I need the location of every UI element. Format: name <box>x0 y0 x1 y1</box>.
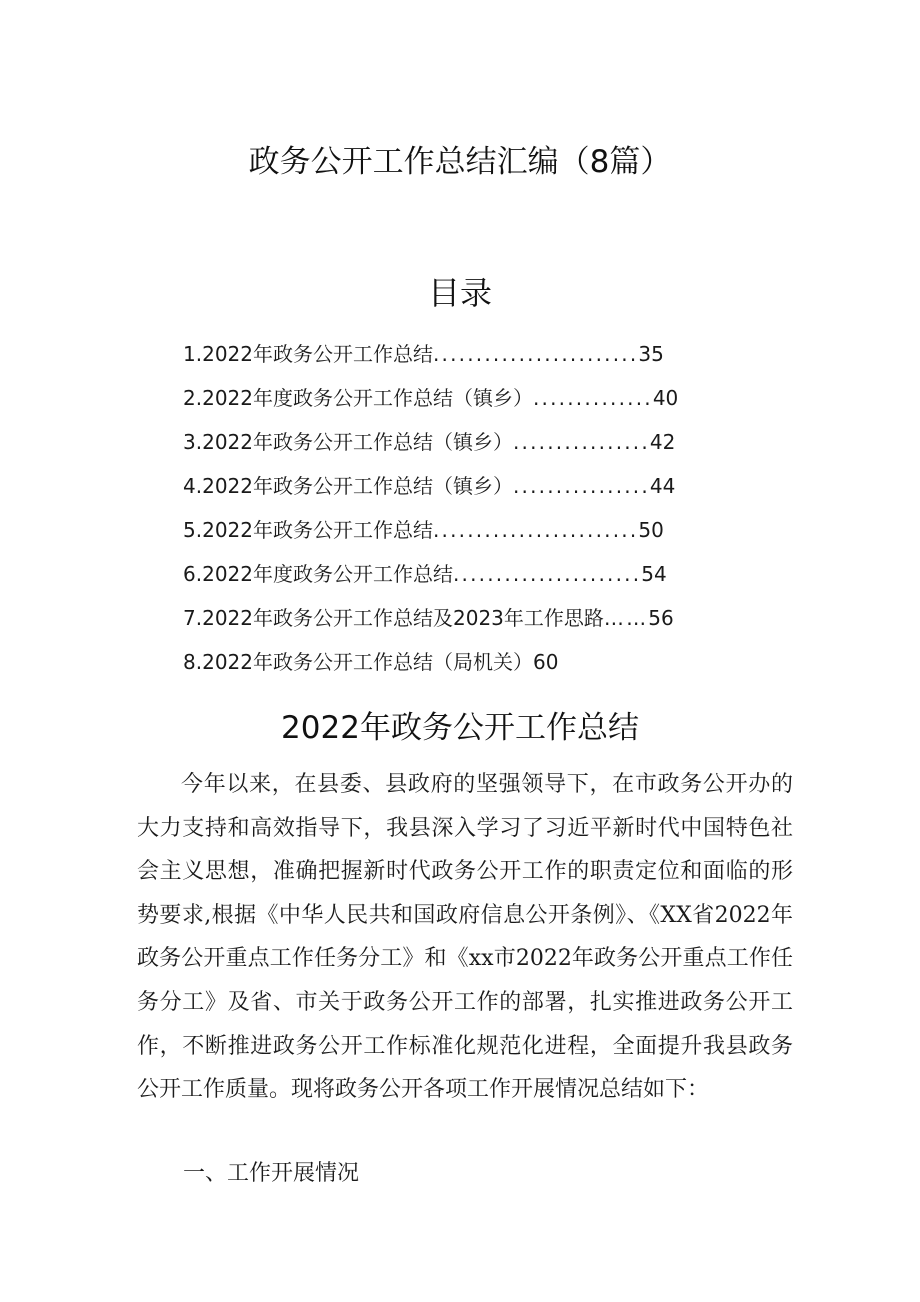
toc-entry[interactable] <box>183 644 783 688</box>
toc-entry[interactable] <box>183 380 783 424</box>
section-title: 2022年政务公开工作总结 <box>281 710 639 746</box>
toc-entry-page: 44 <box>649 474 676 498</box>
toc-entry-leader: ........................ <box>433 518 639 542</box>
toc-entry-number: 7. <box>183 606 203 630</box>
toc-entry-number: 1. <box>183 342 203 366</box>
section-subheading: 一、工作开展情况 <box>183 1161 360 1186</box>
toc-entry-leader: ........................ <box>433 342 639 366</box>
toc-entry-page: 54 <box>641 562 667 586</box>
toc-entry[interactable] <box>183 336 783 380</box>
toc-entry-text: 2022年度政务公开工作总结（镇乡） <box>202 386 533 410</box>
toc-heading: 目录 <box>427 274 492 312</box>
toc-entry-text: 2022年政务公开工作总结（局机关） <box>202 650 533 674</box>
toc-entry-page: 50 <box>638 518 664 542</box>
body-paragraph: 今年以来，在县委、县政府的坚强领导下，在市政务公开办的大力支持和高效指导下，我县深入学习了习近平新时代中国特色社会主义思想，准确把握新时代政务公开工作的职责定位和面临的形势要求,根据《中华人民共和国政府信息公开条例》、《XX省2022年政务公开重点工作任务分工》和《xx市2022年政务公开重点工作任务分工》及省、市关于政务公开工作的部署，扎实推进政务公开工作，不断推进政务公开工作标准化规范化进程，全面提升我县政务公开工作质量。现将政务公开各项工作开展情况总结如下： <box>137 772 793 1103</box>
toc-entry-text: 2022年度政务公开工作总结 <box>202 562 453 586</box>
toc-entry-leader: ................ <box>513 474 650 498</box>
toc-entry-text: 2022年政务公开工作总结及2023年工作思路 <box>202 606 604 630</box>
table-of-contents <box>183 336 783 688</box>
toc-entry[interactable] <box>183 468 783 512</box>
document-title: 政务公开工作总结汇编（8篇） <box>248 144 672 180</box>
toc-entry[interactable] <box>183 556 783 600</box>
toc-entry[interactable] <box>183 424 783 468</box>
toc-entry-number: 5. <box>183 518 203 542</box>
toc-entry[interactable] <box>183 600 783 644</box>
toc-entry-page: 42 <box>649 430 676 454</box>
toc-entry-text: 2022年政务公开工作总结（镇乡） <box>202 474 513 498</box>
toc-entry-text: 2022年政务公开工作总结 <box>202 342 433 366</box>
toc-entry-number: 6. <box>183 562 203 586</box>
toc-entry-page: 60 <box>533 650 559 674</box>
toc-entry-number: 4. <box>183 474 203 498</box>
toc-entry-number: 8. <box>183 650 203 674</box>
toc-entry-page: 35 <box>638 342 664 366</box>
toc-entry-number: 3. <box>183 430 203 454</box>
toc-entry-leader: …… <box>603 606 649 630</box>
toc-entry-text: 2022年政务公开工作总结（镇乡） <box>202 430 513 454</box>
toc-entry-leader: ................ <box>513 430 650 454</box>
toc-entry-leader: .............. <box>533 386 653 410</box>
toc-entry-leader: ...................... <box>453 562 642 586</box>
toc-entry-page: 40 <box>652 386 679 410</box>
toc-entry-text: 2022年政务公开工作总结 <box>202 518 433 542</box>
toc-entry-number: 2. <box>183 386 203 410</box>
toc-entry[interactable] <box>183 512 783 556</box>
toc-entry-page: 56 <box>648 606 674 630</box>
